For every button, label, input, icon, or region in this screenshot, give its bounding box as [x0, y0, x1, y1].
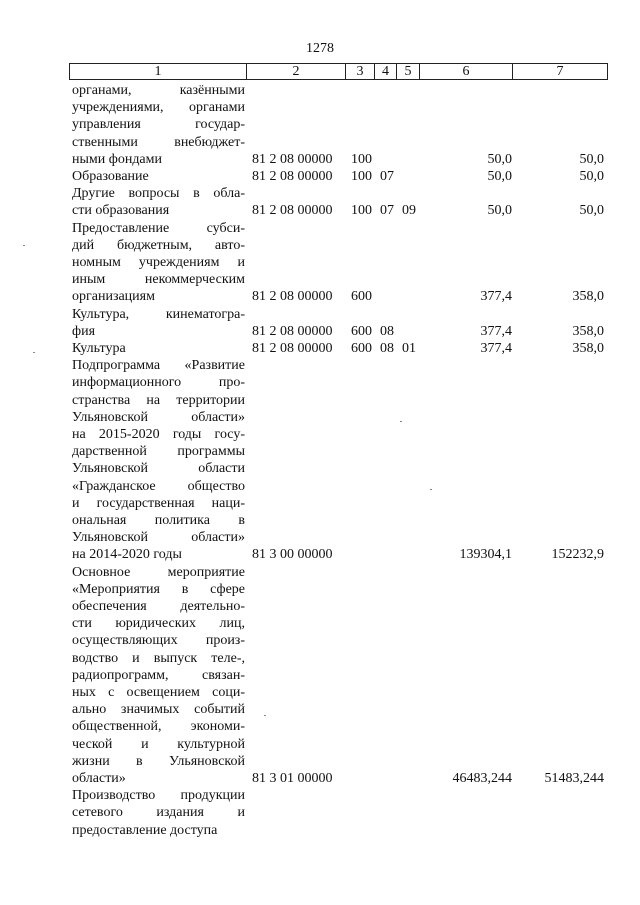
row-name [72, 168, 245, 185]
row-value-2015: 50,0 [487, 151, 512, 167]
row-name-line: радиопрограмм, связан- [72, 667, 245, 683]
row-rz: 08 [380, 341, 394, 356]
row-name-line: предоставление доступа [72, 822, 218, 838]
row-vr: 100 [351, 151, 372, 167]
row-name-line: сетевого издания и [72, 805, 245, 821]
table-row [0, 564, 640, 788]
row-name [72, 564, 245, 788]
row-value-2016: 358,0 [572, 289, 604, 305]
row-csr: 81 3 00 00000 [252, 547, 333, 563]
row-value-2016: 152232,9 [551, 547, 604, 563]
row-name-line: сти юридических лиц, [72, 616, 245, 632]
row-vr: 100 [351, 169, 372, 184]
row-vr: 600 [351, 323, 372, 339]
row-rz: 07 [380, 169, 394, 184]
row-value-2016: 358,0 [572, 341, 604, 356]
page-number: 1278 [306, 41, 334, 56]
header-col-3: 3 [346, 64, 375, 79]
row-name-line: Культура, кинематогра- [72, 306, 245, 322]
row-name [72, 185, 245, 219]
table-row [0, 185, 640, 219]
table-row [0, 306, 640, 340]
header-col-4: 4 [375, 64, 397, 79]
row-name [72, 306, 245, 340]
row-vr: 600 [351, 289, 372, 305]
row-name-line: Предоставление субси- [72, 220, 245, 236]
row-name-line: органами, казёнными [72, 83, 245, 98]
row-csr: 81 2 08 00000 [252, 323, 333, 339]
row-name-line: Образование [72, 169, 149, 184]
row-value-2015: 50,0 [487, 203, 512, 219]
row-name-line: общественной, экономи- [72, 719, 245, 735]
scan-speck [33, 352, 35, 353]
row-pr: 09 [402, 203, 416, 219]
table-row [0, 340, 640, 357]
row-csr: 81 2 08 00000 [252, 289, 333, 305]
row-name [72, 82, 245, 168]
row-rz: 07 [380, 203, 394, 219]
row-name-line: сти образования [72, 203, 170, 219]
table-row [0, 168, 640, 185]
row-value-2015: 46483,244 [452, 770, 512, 786]
row-name-line: Ульяновской области [72, 461, 245, 477]
table-header [69, 63, 608, 80]
scan-speck [23, 245, 25, 246]
row-value-2016: 358,0 [572, 323, 604, 339]
scan-speck [264, 715, 266, 716]
row-name [72, 357, 245, 563]
row-name-line: водство и выпуск теле-, [72, 650, 245, 666]
row-name-line: иным некоммерческим [72, 272, 245, 288]
row-name [72, 220, 245, 306]
row-name-line: ными фондами [72, 151, 163, 167]
header-col-5: 5 [397, 64, 420, 79]
row-name-line: ных с освещением соци- [72, 685, 245, 701]
row-name-line: Ульяновской области» [72, 530, 245, 546]
row-name-line: жизни в Ульяновской [72, 753, 245, 769]
row-name-line: на 2015-2020 годы госу- [72, 427, 245, 442]
header-col-7: 7 [556, 64, 564, 79]
row-name-line: Культура [72, 341, 126, 356]
row-vr: 100 [351, 203, 372, 219]
row-name-line: организациям [72, 289, 155, 305]
row-name-line: фия [72, 323, 96, 339]
row-name-line: учреждениями, органами [72, 100, 245, 116]
header-col-1: 1 [70, 64, 247, 79]
row-name-line: управления государ- [72, 117, 245, 133]
row-name-line: номным учреждениям и [72, 255, 245, 270]
row-name-line: Основное мероприятие [72, 564, 245, 580]
row-name-line: области» [72, 771, 126, 787]
row-value-2015: 377,4 [480, 341, 512, 356]
row-name-line: дарственной программы [72, 444, 245, 460]
row-name-line: осуществляющих произ- [72, 633, 245, 649]
header-col-2: 2 [247, 64, 346, 79]
table-row [0, 787, 640, 839]
row-csr: 81 2 08 00000 [252, 341, 333, 356]
row-value-2016: 50,0 [579, 151, 604, 167]
row-value-2016: 51483,244 [544, 770, 604, 786]
row-name-line: ческой и культурной [72, 736, 245, 752]
row-value-2015: 50,0 [487, 169, 512, 184]
row-name-line: Подпрограмма «Развитие [72, 358, 245, 374]
row-name-line: ально значимых событий [72, 702, 245, 718]
row-name-line: Другие вопросы в обла- [72, 186, 245, 202]
row-name-line: Ульяновской области» [72, 409, 245, 425]
row-name-line: дий бюджетным, авто- [72, 237, 245, 253]
row-name [72, 340, 245, 357]
row-name-line: странства на территории [72, 392, 245, 408]
row-vr: 600 [351, 341, 372, 356]
row-name [72, 787, 245, 839]
row-csr: 81 3 01 00000 [252, 770, 333, 786]
row-value-2015: 377,4 [480, 289, 512, 305]
row-name-line: обеспечения деятельно- [72, 599, 245, 614]
row-name-line: информационного про- [72, 375, 245, 391]
row-rz: 08 [380, 323, 394, 339]
row-value-2016: 50,0 [579, 203, 604, 219]
row-value-2015: 377,4 [480, 323, 512, 339]
row-name-line: ственными внебюджет- [72, 134, 245, 150]
row-name-line: ональная политика в [72, 513, 245, 529]
table-row [0, 220, 640, 306]
header-col-6: 6 [420, 64, 513, 79]
scan-speck [430, 489, 432, 490]
row-value-2016: 50,0 [579, 169, 604, 184]
row-name-line: «Гражданское общество [72, 478, 245, 494]
table-row [0, 357, 640, 563]
row-name-line: Производство продукции [72, 788, 245, 804]
row-name-line: и государственная наци- [72, 495, 245, 511]
scan-speck [400, 421, 402, 422]
row-name-line: на 2014-2020 годы [72, 547, 182, 563]
row-csr: 81 2 08 00000 [252, 203, 333, 219]
row-csr: 81 2 08 00000 [252, 151, 333, 167]
row-pr: 01 [402, 341, 416, 356]
table-row [0, 82, 640, 168]
row-value-2015: 139304,1 [459, 547, 512, 563]
row-name-line: «Мероприятия в сфере [72, 581, 245, 597]
row-csr: 81 2 08 00000 [252, 169, 333, 184]
